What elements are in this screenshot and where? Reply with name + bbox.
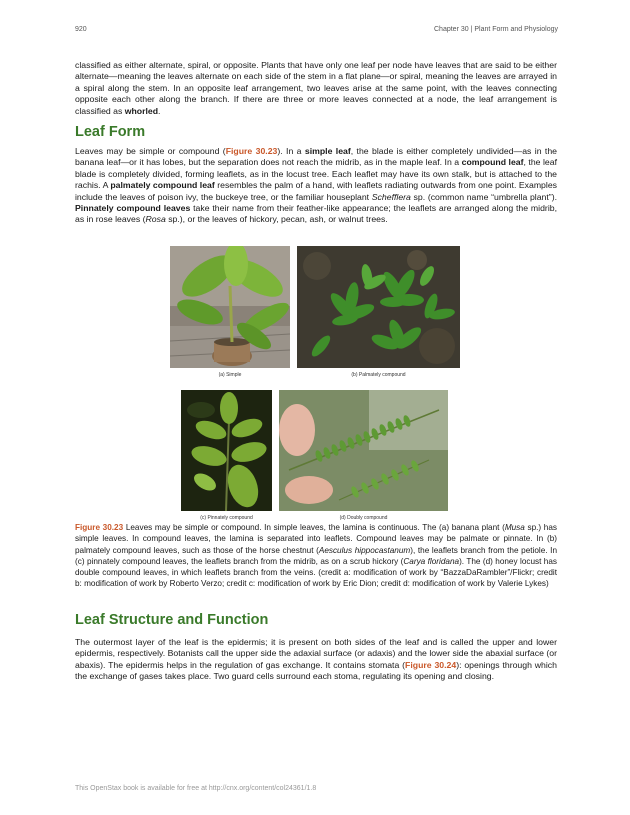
page-number: 920 [75,26,87,33]
intro-paragraph: classified as either alternate, spiral, or opposite. Plants that have only one leaf per node have leaves that are said to be either alternate—meaning the leaves alternate on each side of the stem in a flat plane—or spiral, meaning the leaves are arrayed in a spiral along the stem. In an opposite leaf arrangement, two leaves arise at the same point, with the leaves connecting opposite each other along the branch. If there are three or more leaves connected at a node, the leaf arrangement is classified as whorled. [75,60,557,116]
doubly-compound-photo [279,390,448,511]
leaf-form-paragraph: Leaves may be simple or compound (Figure 30.23). In a simple leaf, the blade is either completely undivided—as in the banana leaf—or it has lobes, but the separation does not reach the midrib, as in the maple leaf. In a compound leaf, the leaf blade is completely divided, forming leaflets, as in the locust tree. Each leaflet may have its own stalk, but is attached to the rachis. A palmately compound leaf resembles the palm of a hand, with leaflets radiating outwards from one point. Examples include the leaves of poison ivy, the buckeye tree, or the familiar houseplant Schefflera sp. (common name “umbrella plant”). Pinnately compound leaves take their name from their feather-like appearance; the leaflets are arranged along the midrib, as in rose leaves (Rosa sp.), or the leaves of hickory, pecan, ash, or walnut trees. [75,146,558,225]
caption-c: (c) Pinnately compound [200,515,253,521]
pinnate-leaves-photo [181,390,272,511]
term-palmately-compound-leaf: palmately compound leaf [110,180,215,191]
figure-caption: Figure 30.23 Leaves may be simple or compound. In simple leaves, the lamina is continuous. The (a) banana plant (Musa sp.) has simple leaves. In compound leaves, the lamina is separated into leaflets. Compound leaves may be palmate or pinnate. In (b) palmately compound leaves, such as those of the horse chestnut (Aesculus hippocastanum), the leaflets branch from the petiole. In (c) pinnately compound leaves, the leaflets branch from the midrib, as on a scrub hickory (Carya floridana). The (d) honey locust has double compound leaves, in which leaflets branch from the veins. (credit a: modification of work by “BazzaDaRambler”/Flickr; credit b: modification of work by Roberto Verzo; credit c: modification of work by Eric Dion; credit d: modification of work by Valerie Lykes) [75,523,557,589]
figure-label: Figure 30.23 [75,523,124,532]
caption-a: (a) Simple [218,372,242,378]
term-pinnately-compound-leaves: Pinnately compound leaves [75,203,191,214]
palmate-leaves-photo [297,246,460,368]
term-simple-leaf: simple leaf [304,146,351,156]
page-footer: This OpenStax book is available for free at http://cnx.org/content/col24361/1.8 [75,785,317,792]
caption-d: (d) Doubly compound [339,515,388,521]
leaf-structure-heading: Leaf Structure and Function [75,612,269,628]
caption-b: (b) Palmately compound [351,372,406,378]
chapter-title: Chapter 30 | Plant Form and Physiology [434,26,558,33]
leaf-form-heading: Leaf Form [75,124,146,140]
page-header [75,26,558,38]
term-whorled: whorled [124,105,159,116]
figure-30-23-link[interactable]: Figure 30.23 [225,146,278,156]
figure-30-24-link[interactable]: Figure 30.24 [405,659,457,670]
leaf-structure-paragraph: The outermost layer of the leaf is the epidermis; it is present on both sides of the leaf and is called the upper and lower epidermis, respectively. Botanists call the upper side the adaxial surface (or adaxis) and the lower side the abaxial surface (or abaxis). The epidermis helps in the regulation of gas exchange. It contains stomata (Figure 30.24): openings through which the exchange of gases takes place. Two guard cells surround each stoma, regulating its opening and closing. [75,637,557,682]
banana-plant-photo [170,246,290,368]
term-compound-leaf: compound leaf [461,157,524,168]
